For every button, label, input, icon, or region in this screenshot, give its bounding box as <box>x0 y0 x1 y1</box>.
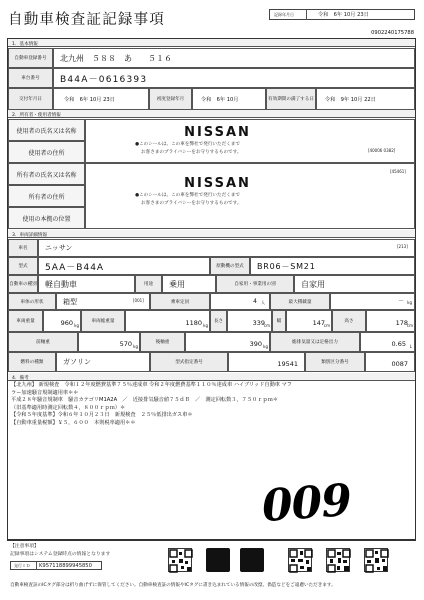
privacy-seal-owner <box>135 176 300 211</box>
note-line: （旧基準適用時測定回転数４，８００ｒｐｍ）＊ <box>11 404 126 411</box>
height-label: 高さ <box>332 310 366 332</box>
weight-label: 車両重量 <box>8 310 43 332</box>
capacity-value: 4 <box>253 298 257 305</box>
length-value: 339 <box>252 319 265 327</box>
issued-label: 交付年月日 <box>8 88 53 110</box>
notes-text <box>11 382 413 427</box>
handwritten-number: 009 <box>260 474 353 533</box>
seal-text-line1: このシールは、この車を弊社で発行いただくまで <box>139 142 240 147</box>
axle-field <box>78 332 140 352</box>
displacement-label: 総排気量又は定格出力 <box>270 332 360 352</box>
reg-number-value: 北九州 ５８８ あ ５１６ <box>53 48 415 68</box>
ic-chip-icon <box>206 548 230 572</box>
model-label: 型式 <box>8 257 38 275</box>
type-value: 軽自動車 <box>38 275 135 293</box>
footer-notice: 自動車検査証のICタグ部分は折り曲げずに保管してください。自動車検査証の情報やICタグに書き込まれている情報の改竄、偽造などをご遠慮いただきます。 <box>10 583 336 588</box>
note-line: ラー加速騒音規制適用車＊＊ <box>11 389 79 396</box>
chassis-value: B44A－0616393 <box>53 68 415 88</box>
document-number: 0902240175788 <box>371 30 414 36</box>
section-notes-header: 4．備考 <box>8 373 415 381</box>
first-reg-value: 令和 6年 10月 <box>192 88 266 110</box>
issue-id-value: K957118899945850 <box>39 563 92 569</box>
width-field <box>286 310 332 332</box>
owner-name-label: 所有者の氏名又は名称 <box>8 163 85 185</box>
width-label: 幅 <box>272 310 286 332</box>
private-value: 自家用 <box>294 275 415 293</box>
load-unit: kg <box>407 300 412 305</box>
rear-axle-label: 後軸重 <box>140 332 185 352</box>
shape-value: 箱型 <box>56 293 150 310</box>
first-reg-label: 初度登録年月 <box>149 88 192 110</box>
purpose-label: 用途 <box>135 275 162 293</box>
notice-header: 【注意事項】 <box>10 544 39 549</box>
qr-code-icon <box>288 548 312 572</box>
weight-value: 960 <box>60 319 73 327</box>
purpose-value: 乗用 <box>162 275 216 293</box>
notice-line: 記録事項はシステム登録時点の情報となります <box>10 552 111 557</box>
gross-value: 1180 <box>185 319 202 327</box>
capacity-label: 乗車定員 <box>150 293 210 310</box>
height-unit: cm <box>406 323 413 328</box>
divider <box>306 10 307 20</box>
note-line: 【北九州】 新規検査 令和１２年度燃費基準７５％達成車 令和２年度燃費基準１１０％達成車 ハイブリッド自動車 マフ <box>11 382 292 388</box>
owner-address-label: 所有者の住所 <box>8 185 85 207</box>
shape-label: 車体の形状 <box>8 293 56 310</box>
issue-date-label: 記録年月日 <box>274 12 294 17</box>
capacity-unit: 人 <box>261 300 265 305</box>
load-label: 最大積載量 <box>270 293 330 310</box>
seal-text-line1: このシールは、この車を弊社で発行いただくまで <box>139 193 240 198</box>
type-cert-label: 型式指定番号 <box>150 352 228 372</box>
issued-value: 令和 6年 10月 23日 <box>53 88 149 110</box>
rear-axle-unit: kg <box>263 344 268 349</box>
nissan-logo: NISSAN <box>184 176 251 191</box>
maker-label: 車名 <box>8 239 38 257</box>
chassis-label: 車台番号 <box>8 68 53 88</box>
axle-unit: kg <box>133 344 138 349</box>
note-line: 平成２８年騒音規制車 騒音カテゴリM1A2A ／ 近接排気騒音値７５ｄＢ ／ 測定回転数３，７５０ｒｐｍ＊ <box>11 397 278 404</box>
issue-date-value: 令和 6年 10月 23日 <box>318 12 369 18</box>
nissan-logo: NISSAN <box>184 125 251 140</box>
width-unit: cm <box>323 323 330 328</box>
base-location-label: 使用の本拠の位置 <box>8 207 85 229</box>
section-vehicle-header: 3．車両詳細情報 <box>8 230 415 238</box>
capacity-field <box>210 293 270 310</box>
model-value: 5AA－B44A <box>38 257 210 275</box>
category-label: 類別区分番号 <box>305 352 365 372</box>
section-owner-header: 2．所有者・使用者情報 <box>8 110 415 118</box>
engine-label: 原動機の型式 <box>210 257 250 275</box>
seal-text-line2: お客さまのプライバシーをお守りするものです。 <box>141 150 242 155</box>
qr-code-icon <box>326 548 350 572</box>
issue-date-box <box>269 9 415 20</box>
fuel-label: 燃料の種類 <box>8 352 56 372</box>
divider <box>36 562 37 570</box>
ic-chip-icon <box>240 548 264 572</box>
width-value: 147 <box>312 319 325 327</box>
length-unit: cm <box>263 323 270 328</box>
rear-axle-value: 390 <box>249 340 262 348</box>
seal-text-line2: お客さまのプライバシーをお守りするものです。 <box>141 201 242 206</box>
height-field <box>366 310 415 332</box>
expiry-label: 有効期間の満了する日 <box>266 88 316 110</box>
qr-code-icon <box>364 548 388 572</box>
category-field <box>365 352 415 372</box>
displacement-unit: L <box>409 344 412 349</box>
user-name-label: 使用者の氏名又は名称 <box>8 119 85 141</box>
user-code: [40006 0382] <box>368 148 396 153</box>
displacement-value: 0.65 <box>391 340 406 348</box>
type-label: 自動車の種別 <box>8 275 38 293</box>
load-field <box>330 293 415 310</box>
reg-number-label: 自動車登録番号 <box>8 48 53 68</box>
black-circle-icon: ● <box>135 142 140 147</box>
owner-code: [45461] <box>390 169 406 174</box>
issue-id-box <box>10 561 102 570</box>
qr-code-icon <box>168 548 192 572</box>
shape-code: [001] <box>133 298 144 303</box>
length-field <box>227 310 272 332</box>
weight-field <box>43 310 81 332</box>
gross-field <box>125 310 210 332</box>
axle-label: 前軸重 <box>8 332 78 352</box>
note-line: 【自動車重量税額】￥５，６００ 本則税率適用＊＊ <box>11 419 136 426</box>
engine-value: BR06－SM21 <box>250 257 415 275</box>
maker-code: [213] <box>397 244 408 249</box>
note-line: 【令和５年度基準】令和６年１０月２３日 新規検査 ２５％低排出ガス車＊ <box>11 412 193 419</box>
user-address-label: 使用者の住所 <box>8 141 85 163</box>
weight-unit: kg <box>74 323 79 328</box>
gross-label: 車両総重量 <box>81 310 125 332</box>
rear-axle-field <box>185 332 270 352</box>
type-cert-field <box>228 352 305 372</box>
axle-value: 570 <box>119 340 132 348</box>
displacement-field <box>360 332 415 352</box>
fuel-value: ガソリン <box>56 352 150 372</box>
expiry-value: 令和 9年 10月 22日 <box>316 88 415 110</box>
black-circle-icon: ● <box>135 193 140 198</box>
category-value: 0087 <box>391 360 408 368</box>
section-basic-header: 1．基本情報 <box>8 39 415 47</box>
type-cert-value: 19541 <box>277 360 298 368</box>
gross-unit: kg <box>203 323 208 328</box>
privacy-seal-user <box>135 125 300 160</box>
private-label: 自家用・事業用の別 <box>216 275 294 293</box>
height-value: 178 <box>395 319 408 327</box>
maker-value: ニッサン <box>38 239 415 257</box>
issue-id-label: 発行ＩＤ <box>14 563 30 568</box>
length-label: 長さ <box>210 310 227 332</box>
load-value: － <box>397 298 404 305</box>
page-title: 自動車検査証記録事項 <box>8 12 165 28</box>
